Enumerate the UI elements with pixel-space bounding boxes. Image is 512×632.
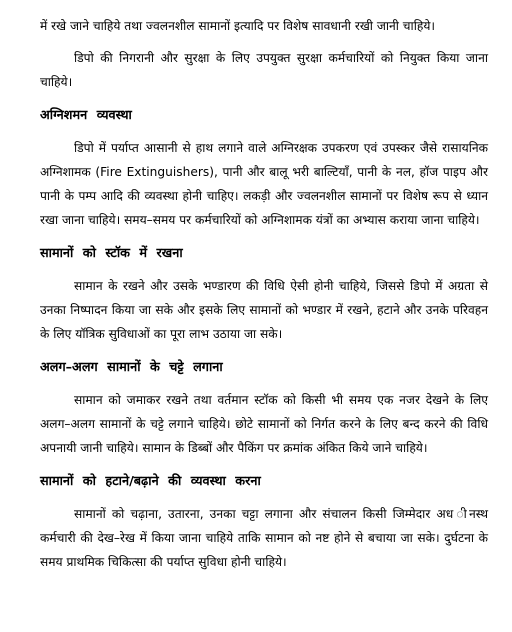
paragraph-flammable-storage: में रखे जाने चाहिये तथा ज्वलनशील सामानों इत्यादि पर विशेष सावधानी रखी जानी चाहिये। <box>40 19 436 33</box>
document-page <box>40 14 488 574</box>
paragraph-stock-keeping: सामान के रखने और उसके भण्डारण की विधि ऐसी होनी चाहिये, जिससे डिपो में अग्रता से उनका निष्पादन किया जा सके और इसके लिए सामानों को भण्डार में रखने, हटाने और उनके परिवहन के लिए यॉत्रिक सुविधाओं का पूरा लाभ उठाया जा सके। <box>40 279 488 341</box>
paragraph-moving-arrangement: सामानों को चढ़ाना, उतारना, उनका चट्टा लगाना और संचालन किसी जिम्मेदार अध ीनस्थ कर्मचारी की देख–रेख में किया जाना चाहिये ताकि सामान को नष्ट होने से बचाया जा सके। दुर्घटना के समय प्राथमिक चिकित्सा की पर्याप्त सुविधा होनी चाहिये। <box>40 507 488 569</box>
paragraph-fire-fighting: डिपो में पर्याप्त आसानी से हाथ लगाने वाले अग्निरक्षक उपकरण एवं उपस्कर जैसे रासायनिक अग्निशामक (Fire Extinguishers), पानी और बालू भरी बाल्टियाँ, पानी के नल, हॉज पाइप और पानी के पम्प आदि की व्यवस्था होनी चाहिए। लकड़ी और ज्वलनशील सामानों पर विशेष रूप से ध्यान रखा जाना चाहिये। समय–समय पर कर्मचारियों को अग्निशामक यंत्रों का अभ्यास कराया जाना चाहिये। <box>40 141 488 227</box>
heading-fire-fighting: अग्निशमन व्यवस्था <box>40 108 132 123</box>
paragraph-depot-security: डिपो की निगरानी और सुरक्षा के लिए उपयुक्त सुरक्षा कर्मचारियों को नियुक्त किया जाना चाहिये। <box>40 51 488 89</box>
paragraph-separate-stacks: सामान को जमाकर रखने तथा वर्तमान स्टॉक को किसी भी समय एक नजर देखने के लिए अलग–अलग सामानों के चट्टे लगाने चाहिये। छोटे सामानों को निर्गत करने के लिए बन्द करने की विधि अपनायी जानी चाहिये। सामान के डिब्बों और पैकिंग पर क्रमांक अंकित किये जाने चाहिये। <box>40 393 488 455</box>
heading-separate-stacks: अलग–अलग सामानों के चट्टे लगाना <box>40 360 223 375</box>
heading-stock-keeping: सामानों को स्टॉक में रखना <box>40 246 183 261</box>
heading-moving-arrangement: सामानों को हटाने/बढ़ाने की व्यवस्था करना <box>40 474 261 489</box>
